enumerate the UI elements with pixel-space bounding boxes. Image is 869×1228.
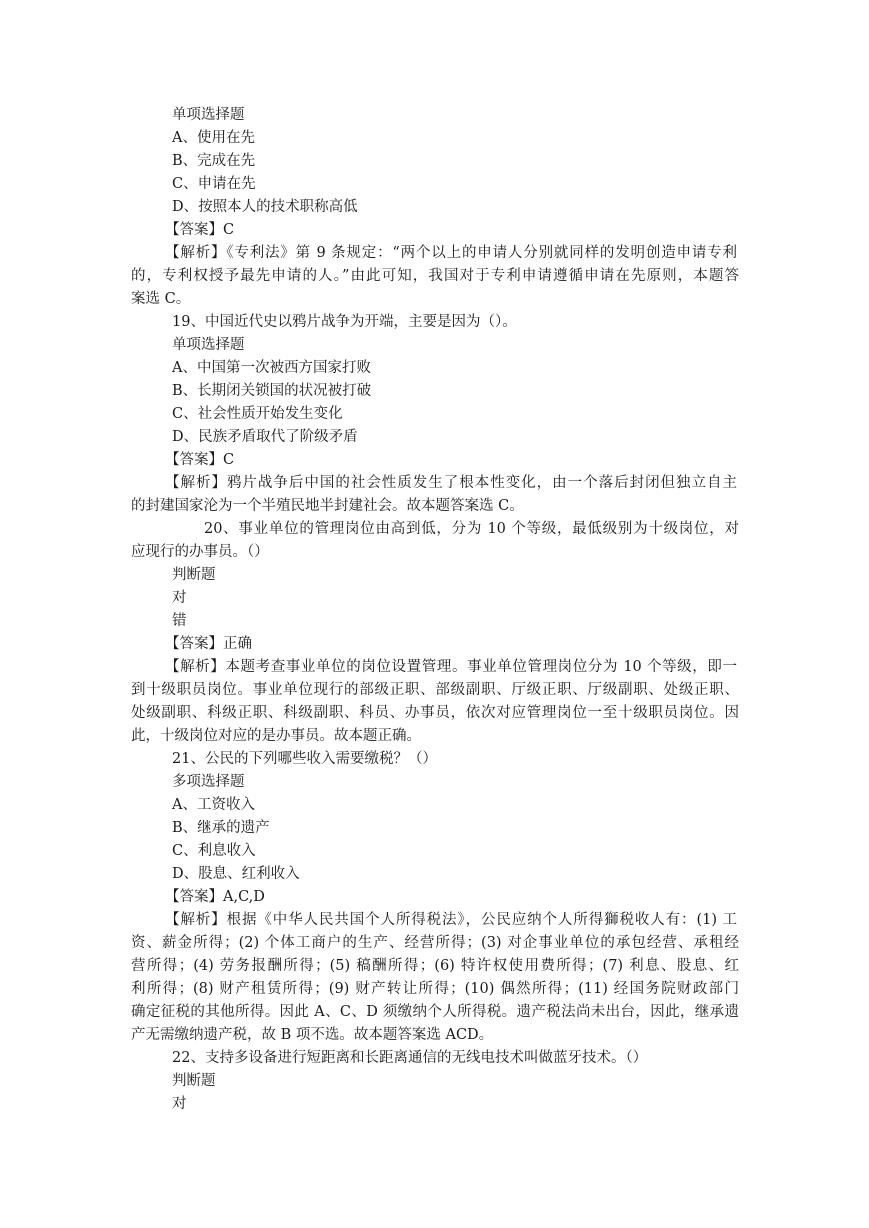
q21-analysis-line: 资、薪金所得；(2) 个体工商户的生产、经营所得；(3) 对企事业单位的承包经营、承租经 <box>131 935 739 951</box>
q21-answer: 【答案】A,C,D <box>165 889 265 905</box>
q19-type: 单项选择题 <box>172 337 245 353</box>
q21-option-b: B、继承的遗产 <box>172 820 270 836</box>
q21-analysis-line: 利所得；(8) 财产租赁所得；(9) 财产转让所得；(10) 偶然所得；(11) 经国务院财政部门 <box>131 981 739 997</box>
q19-option-c: C、社会性质开始发生变化 <box>172 406 343 422</box>
q21-analysis-line: 确定征税的其他所得。因此 A、C、D 须缴纳个人所得税。遗产税法尚未出台，因此，继承遗 <box>131 1004 739 1020</box>
q18-analysis-line: 【解析】《专利法》第 9 条规定：“两个以上的申请人分别就同样的发明创造申请专利 <box>165 245 737 261</box>
q21-option-a: A、工资收入 <box>172 797 255 813</box>
q22-question: 22、支持多设备进行短距离和长距离通信的无线电技术叫做蓝牙技术。（） <box>172 1050 648 1066</box>
q20-analysis-line: 此，十级岗位对应的是办事员。故本题正确。 <box>131 728 421 744</box>
q18-analysis-line: 的，专利权授予最先申请的人。”由此可知，我国对于专利申请遵循申请在先原则，本题答 <box>131 268 739 284</box>
q19-option-d: D、民族矛盾取代了阶级矛盾 <box>172 429 358 445</box>
q20-analysis-line: 到十级职员岗位。事业单位现行的部级正职、部级副职、厅级正职、厅级副职、处级正职、 <box>131 682 739 698</box>
q18-type: 单项选择题 <box>172 107 245 123</box>
q20-question: 20、事业单位的管理岗位由高到低，分为 10 个等级，最低级别为十级岗位，对 <box>204 521 739 537</box>
q19-analysis-line: 【解析】鸦片战争后中国的社会性质发生了根本性变化，由一个落后封闭但独立自主 <box>165 475 737 491</box>
q18-analysis-line: 案选 C。 <box>131 291 191 307</box>
q19-option-a: A、中国第一次被西方国家打败 <box>172 360 371 376</box>
q20-answer: 【答案】正确 <box>165 636 252 652</box>
q19-option-b: B、长期闭关锁国的状况被打破 <box>172 383 372 399</box>
q20-question-cont: 应现行的办事员。（） <box>131 544 269 560</box>
q20-analysis-line: 处级副职、科级正职、科级副职、科员、办事员，依次对应管理岗位一至十级职员岗位。因 <box>131 705 739 721</box>
q21-analysis-line: 产无需缴纳遗产税，故 B 项不选。故本题答案选 ACD。 <box>131 1027 494 1043</box>
q21-type: 多项选择题 <box>172 774 245 790</box>
q21-analysis-line: 营所得；(4) 劳务报酬所得；(5) 稿酬所得；(6) 特许权使用费所得；(7) 利息、股息、红 <box>131 958 739 974</box>
q21-question: 21、公民的下列哪些收入需要缴税？（） <box>172 751 437 767</box>
q21-option-d: D、股息、红利收入 <box>172 866 300 882</box>
q18-answer: 【答案】C <box>165 222 235 238</box>
q20-option-false: 错 <box>172 613 187 629</box>
q21-analysis-line: 【解析】根据《中华人民共国个人所得税法》，公民应纳个人所得獅税收人有：(1) 工 <box>165 912 737 928</box>
q20-analysis-line: 【解析】本题考查事业单位的岗位设置管理。事业单位管理岗位分为 10 个等级，即一 <box>165 659 737 675</box>
q20-option-true: 对 <box>172 590 187 606</box>
q22-option-true: 对 <box>172 1096 187 1112</box>
q19-question: 19、中国近代史以鸦片战争为开端，主要是因为（）。 <box>172 314 517 330</box>
q18-option-a: A、使用在先 <box>172 130 255 146</box>
q20-type: 判断题 <box>172 567 216 583</box>
q18-option-d: D、按照本人的技术职称高低 <box>172 199 358 215</box>
q19-answer: 【答案】C <box>165 452 235 468</box>
q18-option-b: B、完成在先 <box>172 153 256 169</box>
q19-analysis-line: 的封建国家沦为一个半殖民地半封建社会。故本题答案选 C。 <box>131 498 524 514</box>
q18-option-c: C、申请在先 <box>172 176 256 192</box>
q21-option-c: C、利息收入 <box>172 843 256 859</box>
q22-type: 判断题 <box>172 1073 216 1089</box>
